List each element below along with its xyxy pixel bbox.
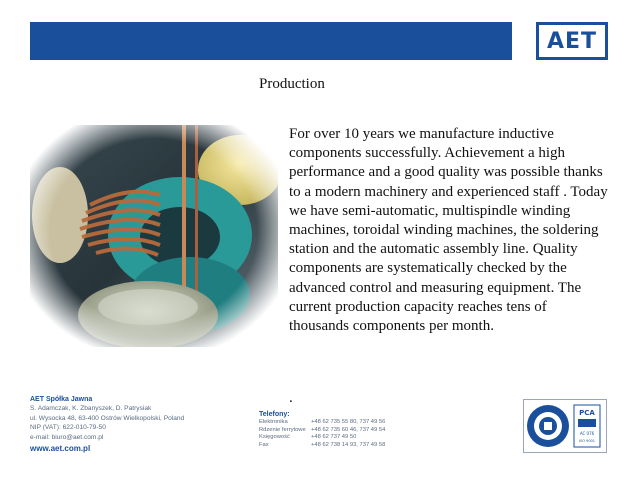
nip-line: NIP (VAT): 622-010-79-50 [30,424,106,432]
owners-line: S. Adamczak, K. Zbanyszek, D. Patrysiak [30,405,152,413]
pca-badge-icon [574,405,600,447]
phone-label: Elektronika [259,419,288,425]
address-line: ul. Wysocka 48, 63-400 Ostrów Wielkopolski, Poland [30,414,185,422]
email-line[interactable]: e-mail: biuro@aet.com.pl [30,433,104,441]
phone-row [259,434,385,442]
website-link[interactable]: www.aet.com.pl [30,444,91,454]
company-name: AET Spółka Jawna [30,396,93,403]
svg-text:ISO 9001: ISO 9001 [578,439,596,443]
phone-row [259,427,385,435]
certification-box [523,399,607,453]
phone-label: Księgowość [259,434,290,441]
phone-label: Rdzenie ferrytowe [259,426,306,433]
inductor-photo [30,125,278,347]
phones-heading: Telefony: [259,411,290,418]
phone-number: +48 62 735 55 80, 737 49 56 [311,419,386,425]
svg-text:AC 076: AC 076 [579,431,595,436]
trailing-dot: . [289,390,293,406]
page-title: Production [259,76,325,92]
phone-number: +48 62 737 49 50 [311,434,357,441]
aet-logo[interactable] [536,22,608,60]
certification-logos [524,400,606,452]
svg-text:PCA: PCA [579,409,595,417]
phone-number: +48 62 735 60 46, 737 49 54 [311,426,386,433]
phone-row [259,419,385,427]
phone-label: Fax [259,441,269,448]
phone-row [259,442,385,450]
company-address-block [30,395,184,453]
phone-number: +48 62 738 14 93, 737 49 58 [311,441,386,448]
production-paragraph: For over 10 years we manufacture inductive components successfully. Achievement a high performance and a good quality was possible thanks to a modern machinery and experienced staff . Today we have semi-automatic, multispindle winding machines, toroidal winding machines, the soldering station and the automatic assembly line. Quality components are systematically checked by the advanced control and measuring equipment. The current production capacity reaches tens of thousands components per month. [289,126,608,335]
logo-text: AET [546,28,598,54]
phone-block [259,410,385,449]
header-bar [30,22,512,60]
